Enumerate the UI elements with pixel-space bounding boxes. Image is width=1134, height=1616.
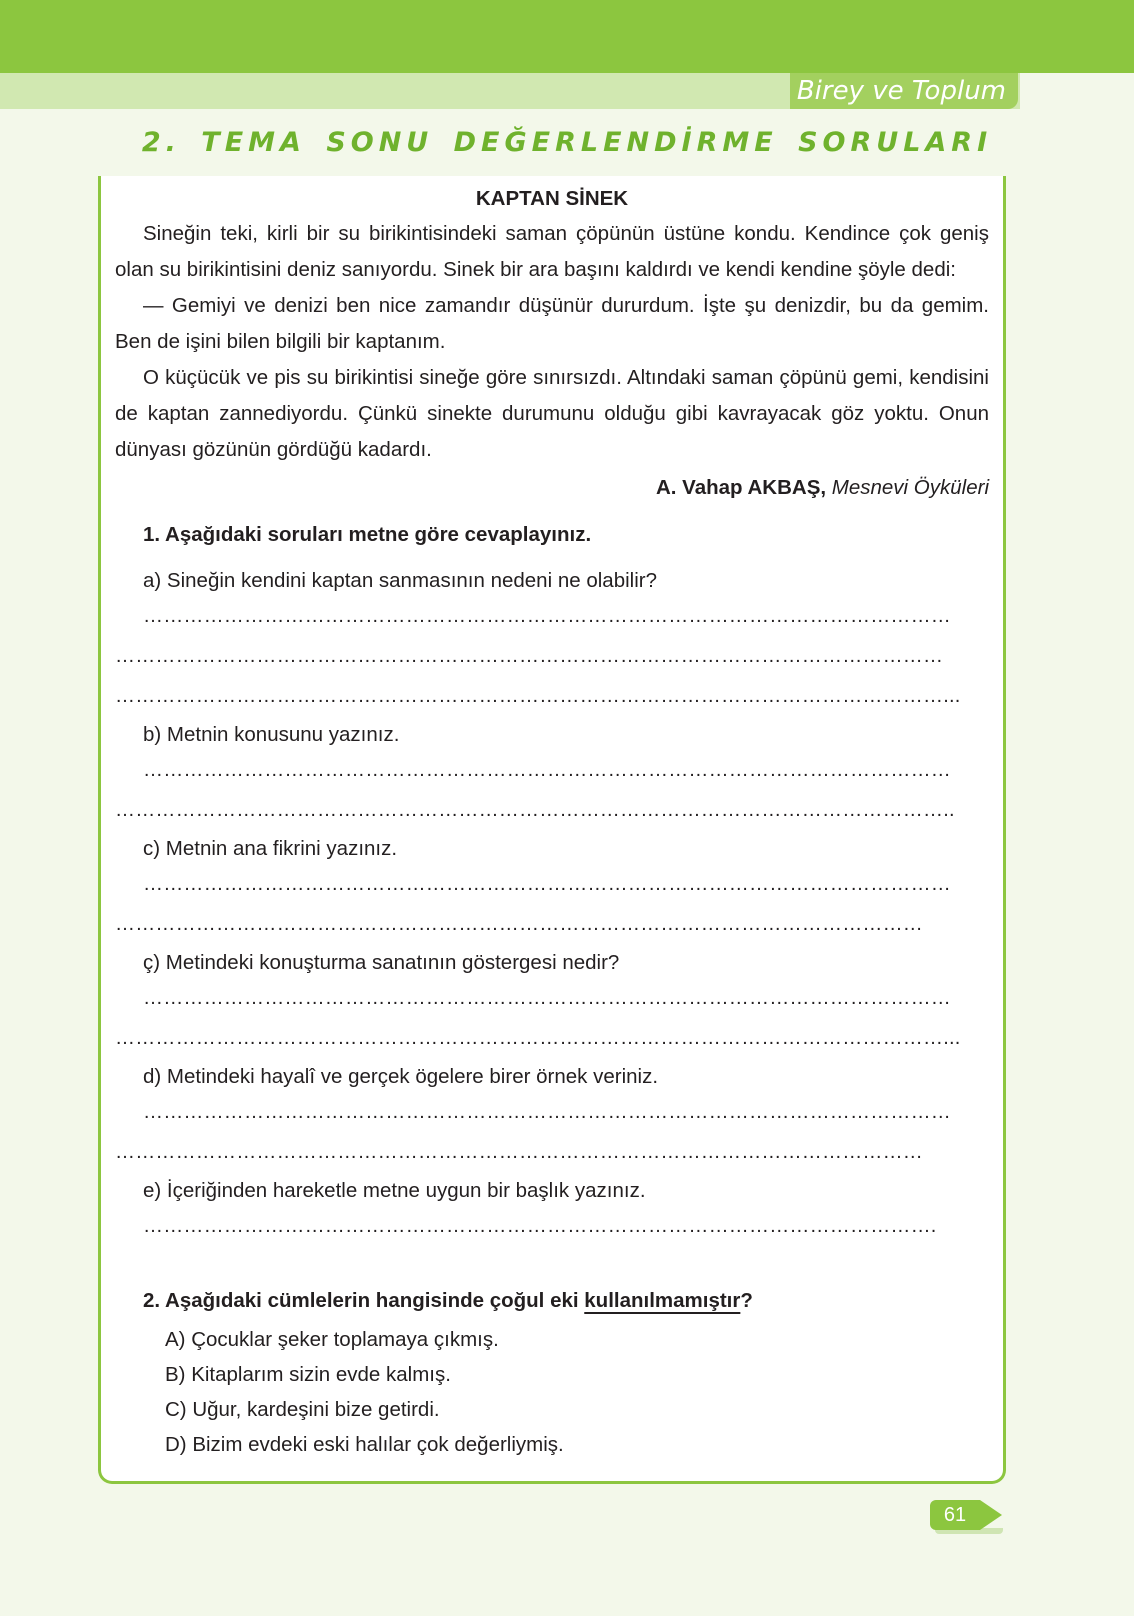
question-1c-cedilla: ç) Metindeki konuşturma sanatının göstergesi nedir?	[143, 951, 620, 974]
answer-line[interactable]: …………………………………………………………………………………………………………	[143, 873, 951, 895]
option-d[interactable]: D) Bizim evdeki eski halılar çok değerliymiş.	[165, 1433, 564, 1456]
question-2-text: 2. Aşağıdaki cümlelerin hangisinde çoğul eki	[143, 1289, 585, 1312]
answer-line[interactable]: …………………………………………………………………………………………………………	[143, 1101, 951, 1123]
answer-line[interactable]: …………………………………………………………………………………………………………	[143, 759, 951, 781]
answer-line[interactable]: …………………………………………………………………………………………………………	[115, 1141, 923, 1163]
question-1-heading: 1. Aşağıdaki soruları metne göre cevaplayınız.	[143, 523, 592, 546]
story-paragraph-3: O küçücük ve pis su birikintisi sineğe göre sınırsızdı. Altındaki saman çöpünü gemi, kendisini de kaptan zannediyordu. Çünkü sinekte durumunu olduğu gibi kavrayacak göz yoktu. Onun dünyası gözünün gördüğü kadardı.	[115, 366, 989, 461]
option-b[interactable]: B) Kitaplarım sizin evde kalmış.	[165, 1363, 451, 1386]
answer-line[interactable]: ……………………………………………………………………………………………………………...	[115, 685, 961, 707]
content-inner	[115, 176, 989, 1462]
question-2-underlined-word: kullanılmamıştır	[584, 1289, 741, 1312]
question-1a: a) Sineğin kendini kaptan sanmasının nedeni ne olabilir?	[143, 569, 657, 592]
theme-title: 2. TEMA SONU DEĞERLENDİRME SORULARI	[141, 127, 993, 158]
answer-line[interactable]: ……………………………………………………………………………………………………………..	[115, 799, 955, 821]
question-2-options	[115, 1322, 989, 1462]
content-box	[98, 176, 1006, 1484]
question-2-mark: ?	[740, 1289, 753, 1312]
top-color-band	[0, 0, 1134, 73]
question-2-heading	[115, 1286, 989, 1316]
question-1e: e) İçeriğinden hareketle metne uygun bir başlık yazınız.	[143, 1179, 646, 1202]
question-1c: c) Metnin ana fikrini yazınız.	[143, 837, 398, 860]
page-number: 61	[930, 1500, 980, 1530]
section-label: Birey ve Toplum	[790, 73, 1018, 109]
source-title: Mesnevi Öyküleri	[831, 476, 989, 499]
story-paragraph-1: Sineğin teki, kirli bir su birikintisindeki saman çöpünün üstüne kondu. Kendince çok geniş olan su birikintisini deniz sanıyordu. Sinek bir ara başını kaldırdı ve kendi kendine şöyle dedi:	[115, 222, 989, 281]
option-a[interactable]: A) Çocuklar şeker toplamaya çıkmış.	[165, 1328, 499, 1351]
answer-line[interactable]: …………………………………………………………………………………………………………	[143, 987, 951, 1009]
story-attribution	[115, 470, 989, 506]
answer-line[interactable]: ……………………………………………………………………………………………………………	[115, 645, 944, 667]
answer-line[interactable]: …………………………………………………………………………………………………………	[143, 605, 951, 627]
story-paragraph-2: — Gemiyi ve denizi ben nice zamandır düşünür dururdum. İşte şu denizdir, bu da gemim. Ben de işini bilen bilgili bir kaptanım.	[115, 294, 989, 353]
answer-line[interactable]: ……………………………………………………………………………………………………………...	[115, 1027, 961, 1049]
question-1d: d) Metindeki hayalî ve gerçek ögelere birer örnek veriniz.	[143, 1065, 659, 1088]
answer-line[interactable]: ……………………………………………………………………………………………………….	[143, 1215, 937, 1237]
story-title: KAPTAN SİNEK	[475, 187, 629, 210]
answer-line[interactable]: …………………………………………………………………………………………………………	[115, 913, 923, 935]
option-c[interactable]: C) Uğur, kardeşini bize getirdi.	[165, 1398, 440, 1421]
author-name: A. Vahap AKBAŞ,	[655, 476, 827, 499]
page-number-arrow	[980, 1500, 1002, 1530]
question-1b: b) Metnin konusunu yazınız.	[143, 723, 400, 746]
